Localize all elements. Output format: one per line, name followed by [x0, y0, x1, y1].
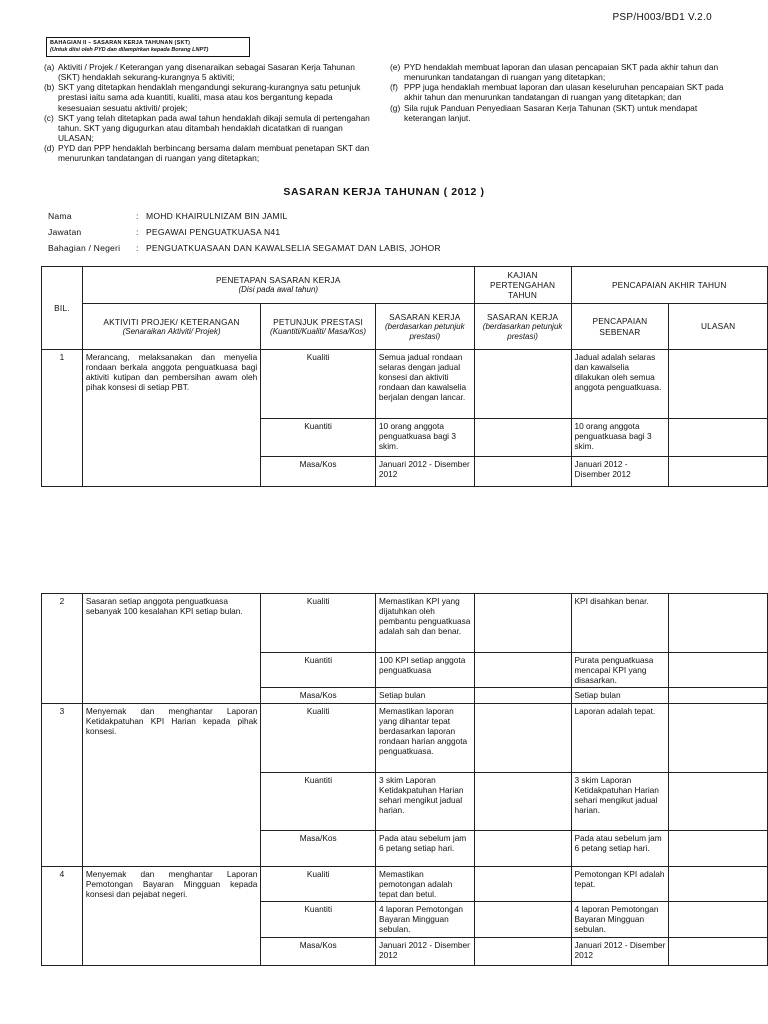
- header-petunjuk-sub: (Kuantiti/Kualiti/ Masa/Kos): [270, 326, 367, 336]
- item-remarks: [669, 831, 768, 867]
- instructions-right: [390, 62, 730, 123]
- header-kajian-sasaran-sub: (berdasarkan petunjuk prestasi): [482, 321, 563, 341]
- item-indicator: Kualiti: [261, 704, 376, 773]
- table-row: [42, 867, 768, 902]
- header-row-1: [42, 267, 768, 304]
- item-indicator: Kuantiti: [261, 902, 376, 938]
- item-achievement: KPI disahkan benar.: [571, 594, 669, 653]
- item-indicator: Kualiti: [261, 867, 376, 902]
- item-midyear: [474, 867, 571, 902]
- item-achievement: Januari 2012 - Disember 2012: [571, 457, 669, 487]
- item-number: 4: [42, 867, 83, 966]
- item-midyear: [474, 653, 571, 688]
- item-remarks: [669, 653, 768, 688]
- info-bahagian: [48, 243, 441, 253]
- item-remarks: [669, 350, 768, 419]
- item-midyear: [474, 594, 571, 653]
- separator: :: [136, 211, 139, 221]
- instruction-key: (b): [44, 82, 55, 93]
- separator: :: [136, 227, 139, 237]
- item-achievement: 4 laporan Pemotongan Bayaran Mingguan sebulan.: [571, 902, 669, 938]
- item-target: Memastikan laporan yang dihantar tepat berdasarkan laporan rondaan harian anggota penguatkuasa.: [376, 704, 475, 773]
- item-number: 1: [42, 350, 83, 487]
- item-remarks: [669, 704, 768, 773]
- instruction-key: (c): [44, 112, 54, 123]
- header-pencapaian-akhir: PENCAPAIAN AKHIR TAHUN: [571, 267, 767, 304]
- part-title: BAHAGIAN II – SASARAN KERJA TAHUNAN (SKT): [50, 40, 191, 46]
- instruction-item: [44, 113, 377, 143]
- instruction-key: (d): [44, 143, 55, 154]
- info-nama: [48, 211, 287, 221]
- header-sasaran-title: SASARAN KERJA: [389, 311, 461, 322]
- skt-table-page-2: [41, 593, 768, 966]
- item-indicator: Kuantiti: [261, 773, 376, 831]
- item-achievement: Januari 2012 - Disember 2012: [571, 938, 669, 966]
- instruction-item: [390, 103, 730, 123]
- header-pencapaian-sebenar: PENCAPAIAN SEBENAR: [571, 304, 669, 350]
- header-petunjuk-title: PETUNJUK PRESTASI: [273, 316, 364, 327]
- item-activity: Sasaran setiap anggota penguatkuasa sebanyak 100 kesalahan KPI setiap bulan.: [82, 594, 261, 704]
- item-indicator: Kuantiti: [261, 653, 376, 688]
- item-target: Januari 2012 - Disember 2012: [376, 938, 475, 966]
- item-activity: Merancang, melaksanakan dan menyelia rondaan berkala anggota penguatkuasa bagi aktiviti kutipan dan pembersihan awam oleh pihak konsesi di setiap PBT.: [82, 350, 260, 487]
- item-target: Pada atau sebelum jam 6 petang setiap hari.: [376, 831, 475, 867]
- separator: :: [136, 243, 139, 253]
- header-kajian-sasaran-title: SASARAN KERJA: [486, 311, 559, 322]
- header-petunjuk: [261, 304, 376, 350]
- item-achievement: Laporan adalah tepat.: [571, 704, 669, 773]
- item-remarks: [669, 938, 768, 966]
- item-remarks: [669, 457, 768, 487]
- item-midyear: [474, 350, 571, 419]
- item-midyear: [474, 419, 571, 457]
- item-activity: Menyemak dan menghantar Laporan Ketidakpatuhan KPI Harian kepada pihak konsesi.: [82, 704, 261, 867]
- item-remarks: [669, 594, 768, 653]
- instruction-key: (a): [44, 62, 55, 72]
- header-penetapan-title: PENETAPAN SASARAN KERJA: [215, 275, 341, 286]
- item-achievement: Jadual adalah selaras dan kawalselia dilakukan oleh semua anggota penguatkuasa.: [571, 350, 669, 419]
- item-number: 3: [42, 704, 83, 867]
- item-remarks: [669, 773, 768, 831]
- instruction-item: [44, 82, 377, 112]
- item-target: Memastikan pemotongan adalah tepat dan betul.: [376, 867, 475, 902]
- instruction-text: SKT yang ditetapkan hendaklah mengandungi sekurang-kurangnya satu petunjuk prestasi iaitu sama ada kuantiti, kualiti, masa atau kos bergantung kepada kesesuaian sesuatu aktiviti/ projek;: [58, 82, 361, 113]
- instruction-item: [44, 62, 377, 82]
- nama-label: Nama: [48, 211, 72, 221]
- item-activity: Menyemak dan menghantar Laporan Pemotongan Bayaran Mingguan kepada konsesi dan pejabat negeri.: [82, 867, 261, 966]
- bahagian-label: Bahagian / Negeri: [48, 243, 121, 253]
- item-indicator: Masa/Kos: [261, 457, 376, 487]
- header-aktiviti-sub: (Senaraikan Aktiviti/ Projek): [122, 326, 221, 336]
- table-row: [42, 704, 768, 773]
- item-indicator: Kualiti: [261, 350, 376, 419]
- item-indicator: Kualiti: [261, 594, 376, 653]
- item-midyear: [474, 704, 571, 773]
- item-indicator: Masa/Kos: [261, 938, 376, 966]
- document-reference: PSP/H003/BD1 V.2.0: [612, 12, 712, 23]
- header-sasaran-sub: (berdasarkan petunjuk prestasi): [384, 321, 465, 341]
- item-target: 100 KPI setiap anggota penguatkuasa: [376, 653, 475, 688]
- item-midyear: [474, 938, 571, 966]
- item-indicator: Kuantiti: [261, 419, 376, 457]
- instruction-text: PYD dan PPP hendaklah berbincang bersama dalam membuat penetapan SKT dan menurunkan tandatangan di ruangan yang ditetapkan;: [58, 143, 370, 164]
- instruction-text: PPP juga hendaklah membuat laporan dan ulasan keseluruhan pencapaian SKT pada akhir tahun dan menurunkan tandatangan di ruangan yang ditetapkan; dan: [404, 82, 724, 103]
- item-midyear: [474, 457, 571, 487]
- header-penetapan: [82, 267, 474, 304]
- item-remarks: [669, 867, 768, 902]
- instruction-text: SKT yang telah ditetapkan pada awal tahun hendaklah dikaji semula di pertengahan tahun. SKT yang digugurkan atau ditambah hendaklah dicatatkan di ruangan ULASAN;: [58, 112, 370, 144]
- item-number: 2: [42, 594, 83, 704]
- item-remarks: [669, 902, 768, 938]
- item-target: Setiap bulan: [376, 688, 475, 704]
- table-row: [42, 594, 768, 653]
- item-target: Januari 2012 - Disember 2012: [375, 457, 474, 487]
- jawatan-label: Jawatan: [48, 227, 82, 237]
- header-kajian: KAJIAN PERTENGAHAN TAHUN: [474, 267, 571, 304]
- instruction-key: (g): [390, 102, 401, 113]
- item-achievement: Pada atau sebelum jam 6 petang setiap hari.: [571, 831, 669, 867]
- item-midyear: [474, 773, 571, 831]
- item-remarks: [669, 688, 768, 704]
- item-indicator: Masa/Kos: [261, 688, 376, 704]
- header-penetapan-sub: (Disi pada awal tahun): [238, 285, 319, 295]
- item-indicator: Masa/Kos: [261, 831, 376, 867]
- header-sasaran: [375, 304, 474, 350]
- header-kajian-sasaran: [474, 304, 571, 350]
- item-achievement: Purata penguatkuasa mencapai KPI yang disasarkan.: [571, 653, 669, 688]
- item-remarks: [669, 419, 768, 457]
- form-title: SASARAN KERJA TAHUNAN ( 2012 ): [283, 186, 485, 198]
- header-ulasan: ULASAN: [669, 304, 768, 350]
- item-midyear: [474, 902, 571, 938]
- item-achievement: Setiap bulan: [571, 688, 669, 704]
- item-target: 10 orang anggota penguatkuasa bagi 3 skim.: [375, 419, 474, 457]
- header-aktiviti: [82, 304, 260, 350]
- item-achievement: 10 orang anggota penguatkuasa bagi 3 skim.: [571, 419, 669, 457]
- item-achievement: 3 skim Laporan Ketidakpatuhan Harian sehari mengikut jadual harian.: [571, 773, 669, 831]
- item-achievement: Pemotongan KPI adalah tepat.: [571, 867, 669, 902]
- nama-value: MOHD KHAIRULNIZAM BIN JAMIL: [146, 211, 288, 221]
- header-aktiviti-title: AKTIVITI PROJEK/ KETERANGAN: [103, 316, 240, 327]
- instruction-item: [390, 82, 730, 102]
- info-jawatan: [48, 227, 280, 237]
- part-subtitle: (Untuk diisi oleh PYD dan dilampirkan kepada Borang LNPT): [50, 46, 209, 53]
- item-target: Semua jadual rondaan selaras dengan jadual konsesi dan aktiviti rondaan dan kawalselia berjalan dengan lancar.: [375, 350, 474, 419]
- instruction-text: PYD hendaklah membuat laporan dan ulasan pencapaian SKT pada akhir tahun dan menurunkan tandatangan di ruangan yang ditetapkan;: [404, 62, 719, 83]
- item-target: 3 skim Laporan Ketidakpatuhan Harian sehari mengikut jadual harian.: [376, 773, 475, 831]
- part-heading-box: [46, 37, 250, 57]
- item-target: 4 laporan Pemotongan Bayaran Mingguan sebulan.: [376, 902, 475, 938]
- instruction-item: [44, 143, 377, 163]
- table-row: [42, 350, 768, 419]
- instruction-key: (e): [390, 62, 401, 72]
- header-bil: BIL.: [42, 267, 83, 350]
- instruction-text: Aktiviti / Projek / Keterangan yang disenaraikan sebagai Sasaran Kerja Tahunan (SKT) hendaklah sekurang-kurangnya 5 aktiviti;: [58, 62, 355, 83]
- bahagian-value: PENGUATKUASAAN DAN KAWALSELIA SEGAMAT DAN LABIS, JOHOR: [146, 243, 441, 253]
- instruction-text: Sila rujuk Panduan Penyediaan Sasaran Kerja Tahunan (SKT) untuk mendapat keterangan lanjut.: [404, 102, 698, 123]
- item-midyear: [474, 831, 571, 867]
- item-target: Memastikan KPI yang dijatuhkan oleh pembantu penguatkuasa adalah sah dan benar.: [376, 594, 475, 653]
- jawatan-value: PEGAWAI PENGUATKUASA N41: [146, 227, 281, 237]
- skt-table-page-1: [41, 266, 768, 487]
- instructions-left: [44, 62, 377, 164]
- header-row-2: [42, 304, 768, 350]
- item-midyear: [474, 688, 571, 704]
- instruction-key: (f): [390, 82, 398, 93]
- instruction-item: [390, 62, 730, 82]
